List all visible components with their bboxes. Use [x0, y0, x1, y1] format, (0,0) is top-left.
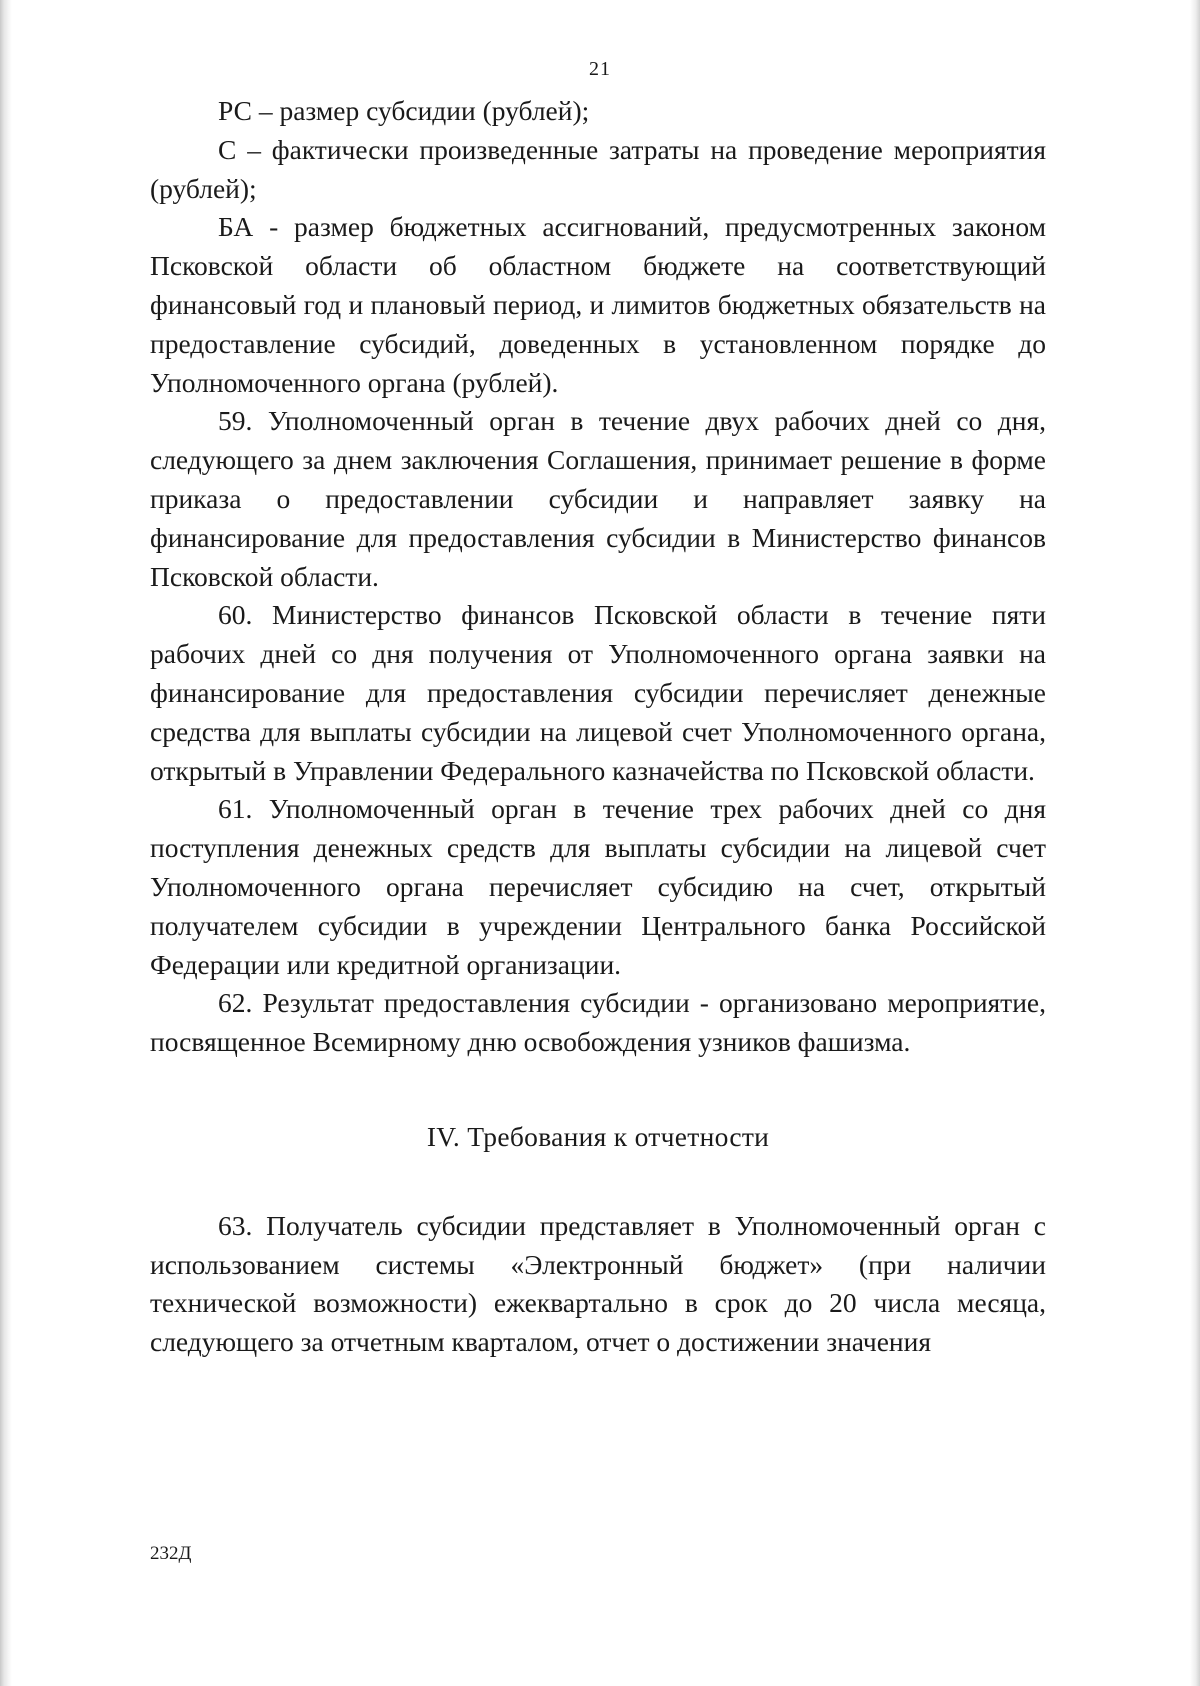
scan-edge-right	[1190, 0, 1200, 1686]
page-number: 21	[589, 58, 611, 80]
paragraph-rs-definition: РС – размер субсидии (рублей);	[218, 95, 590, 126]
paragraph-c-definition: С – фактически произведенные затраты на проведение мероприятия (рублей);	[150, 133, 1046, 204]
paragraph-62: 62. Результат предоставления субсидии - организовано мероприятие, посвященное Всемирному дню освобождения узников фашизма.	[150, 987, 1046, 1058]
paragraph-61: 61. Уполномоченный орган в течение трех рабочих дней со дня поступления денежных средств для выплаты субсидии на лицевой счет Уполномоченного органа перечисляет субсидию на счет, открытый получателем субсидии в учреждении Центрального банка Российской Федерации или кредитной организации.	[150, 793, 1046, 980]
paragraph-59: 59. Уполномоченный орган в течение двух рабочих дней со дня, следующего за днем заключения Соглашения, принимает решение в форме приказа о предоставлении субсидии и направляет заявку на финансирование для предоставления субсидии в Министерство финансов Псковской области.	[150, 405, 1046, 592]
document-body	[150, 92, 1046, 1362]
document-code: 232Д	[150, 1543, 192, 1564]
section-heading: IV. Требования к отчетности	[426, 1120, 770, 1152]
scan-edge-left	[0, 0, 12, 1686]
paragraph-63: 63. Получатель субсидии представляет в Уполномоченный орган с использованием системы «Электронный бюджет» (при наличии технической возможности) ежеквартально в срок до 20 числа месяца, следующего за отчетным кварталом, отчет о достижении значения	[150, 1209, 1046, 1358]
paragraph-ba-definition: БА - размер бюджетных ассигнований, предусмотренных законом Псковской области об областном бюджете на соответствующий финансовый год и плановый период, и лимитов бюджетных обязательств на предоставление субсидий, доведенных в установленном порядке до Уполномоченного органа (рублей).	[150, 211, 1046, 398]
paragraph-60: 60. Министерство финансов Псковской области в течение пяти рабочих дней со дня получения от Уполномоченного органа заявки на финансирование для предоставления субсидии перечисляет денежные средства для выплаты субсидии на лицевой счет Уполномоченного органа, открытый в Управлении Федерального казначейства по Псковской области.	[150, 599, 1046, 786]
